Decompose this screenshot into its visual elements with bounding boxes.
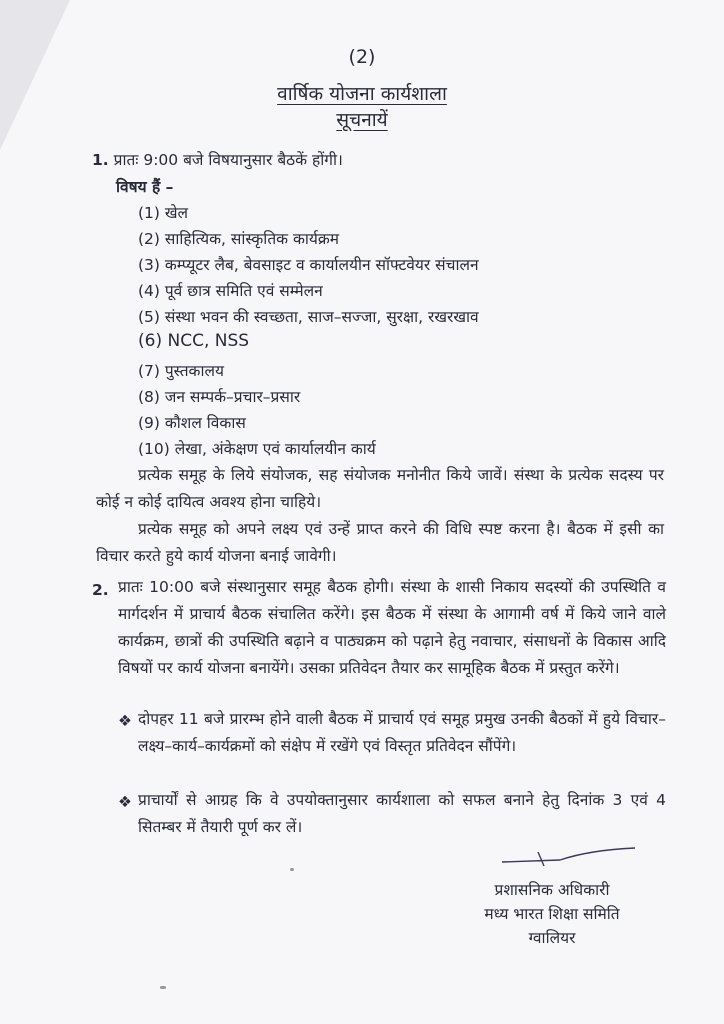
signature-scribble: [500, 842, 640, 872]
scan-speck: [160, 986, 166, 989]
topic-item: (2) साहित्यिक, सांस्कृतिक कार्यक्रम: [138, 230, 340, 248]
topic-item: (10) लेखा, अंकेक्षण एवं कार्यालयीन कार्य: [138, 440, 376, 458]
topics-heading: विषय हैं –: [116, 178, 174, 196]
document-subtitle: सूचनायें: [336, 109, 388, 131]
bullet-icon: ❖: [118, 793, 132, 811]
signer-city: ग्वालियर: [528, 929, 576, 947]
scan-speck: [290, 868, 294, 871]
topic-item: (4) पूर्व छात्र समिति एवं सम्मेलन: [138, 282, 323, 300]
section1-intro-text: प्रातः 9:00 बजे विषयानुसार बैठकें होंगी।: [113, 151, 343, 169]
section2-paragraph: प्रातः 10:00 बजे संस्थानुसार समूह बैठक होगी। संस्था के शासी निकाय सदस्यों की उपस्थिति व मार्गदर्शन में प्राचार्य बैठक संचालित करेंगे। इस बैठक में संस्था के आगामी वर्ष में किये जाने वाले कार्यक्रम, छात्रों की उपस्थिति बढ़ाने व पाठ्यक्रम को पढ़ाने हेतु नवाचार, संसाधनों के विकास आदि विषयों पर कार्य योजना बनायेंगे। उसका प्रतिवेदन तैयार कर सामूहिक बैठक में प्रस्तुत करेंगे।: [118, 578, 666, 677]
bullet-item: दोपहर 11 बजे प्रारम्भ होने वाली बैठक में प्राचार्य एवं समूह प्रमुख उनकी बैठकों में हुये विचार–लक्ष्य–कार्य–कार्यक्रमों को संक्षेप में रखेंगे एवं विस्तृत प्रतिवेदन सौंपेंगे।: [138, 710, 666, 755]
topic-item: (7) पुस्तकालय: [138, 362, 224, 380]
section1-intro: [92, 148, 343, 170]
document-title: वार्षिक योजना कार्यशाला: [277, 83, 447, 105]
section2-number: 2.: [92, 581, 109, 599]
topic-item: (3) कम्प्यूटर लैब, बेवसाइट व कार्यालयीन सॉफ्टवेयर संचालन: [138, 256, 479, 274]
section1-paragraph-2: प्रत्येक समूह को अपने लक्ष्य एवं उन्हें प्राप्त करने की विधि स्पष्ट करना है। बैठक में इसी का विचार करते हुये कार्य योजना बनाई जावेगी।: [96, 520, 664, 565]
bullet-item: प्राचार्यों से आग्रह कि वे उपयोक्तानुसार कार्यशाला को सफल बनाने हेतु दिनांक 3 एवं 4 सितम्बर में तैयारी पूर्ण कर लें।: [138, 791, 666, 836]
topic-item: (9) कौशल विकास: [138, 414, 246, 432]
topic-item: (1) खेल: [138, 204, 189, 222]
signer-organization: मध्य भारत शिक्षा समिति: [484, 905, 620, 923]
topic-item: (5) संस्था भवन की स्वच्छता, साज–सज्जा, सुरक्षा, रखरखाव: [138, 308, 479, 326]
bullet-icon: ❖: [118, 712, 132, 730]
section1-number: 1.: [92, 151, 109, 169]
section1-paragraph-1: प्रत्येक समूह के लिये संयोजक, सह संयोजक मनोनीत किये जावें। संस्था के प्रत्येक सदस्य पर कोई न कोई दायित्व अवश्य होना चाहिये।: [96, 466, 664, 511]
signer-designation: प्रशासनिक अधिकारी: [494, 881, 610, 899]
topic-item: (8) जन सम्पर्क–प्रचार–प्रसार: [138, 388, 301, 406]
page-number: (2): [348, 46, 376, 68]
topic-item: (6) NCC, NSS: [138, 331, 250, 351]
